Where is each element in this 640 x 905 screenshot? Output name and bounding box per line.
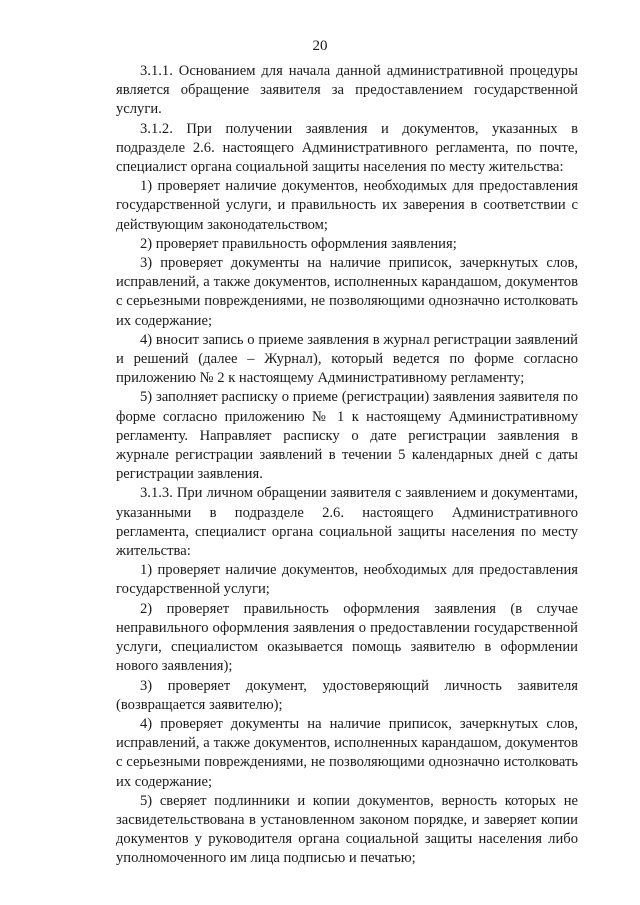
paragraph-3-1-2-item-5: 5) заполняет расписку о приеме (регистрации) заявления заявителя по форме согласно приложению № 1 к настоящему Административному регламенту. Направляет расписку о дате регистрации заявления в журнале регистрации заявлений в течении 5 календарных дней с даты регистрации заявления. — [116, 389, 578, 483]
paragraph-3-1-1: 3.1.1. Основанием для начала данной административной процедуры является обращение заявителя за предоставлением государственной услуги. — [116, 63, 578, 118]
paragraph-3-1-3-item-3: 3) проверяет документ, удостоверяющий личность заявителя (возвращается заявителю); — [116, 677, 578, 713]
paragraph-3-1-3-item-2: 2) проверяет правильность оформления заявления (в случае неправильного оформления заявления о предоставлении государственной услуги, специалистом оказывается помощь заявителю в оформлении нового заявления); — [116, 600, 578, 675]
paragraph-3-1-2: 3.1.2. При получении заявления и документов, указанных в подразделе 2.6. настоящего Административного регламента, по почте, специалист органа социальной защиты населения по месту жительства: — [116, 120, 578, 176]
paragraph-3-1-3-item-1: 1) проверяет наличие документов, необходимых для предоставления государственной услуги; — [116, 562, 578, 598]
paragraph-3-1-2-item-4: 4) вносит запись о приеме заявления в журнал регистрации заявлений и решений (далее – Журнал), который ведется по форме согласно приложению № 2 к настоящему Административному регламенту; — [116, 331, 578, 387]
paragraph-3-1-3: 3.1.3. При личном обращении заявителя с заявлением и документами, указанными в подразделе 2.6. настоящего Административного регламента, специалист органа социальной защиты населения по месту жительства: — [116, 485, 578, 560]
paragraph-3-1-2-item-2: 2) проверяет правильность оформления заявления; — [140, 235, 457, 252]
page-number: 20 — [312, 38, 328, 54]
document-body — [116, 62, 578, 869]
paragraph-3-1-3-item-5: 5) сверяет подлинники и копии документов, верность которых не засвидетельствована в установленном законом порядке, и заверяет копии документов у руководителя органа социальной защиты населения либо уполномоченного им лица подписью и печатью; — [116, 792, 578, 867]
paragraph-3-1-2-item-1: 1) проверяет наличие документов, необходимых для предоставления государственной услуги, и правильность их заверения в соответствии с действующим законодательством; — [116, 178, 578, 233]
paragraph-3-1-2-item-3: 3) проверяет документы на наличие приписок, зачеркнутых слов, исправлений, а также документов, исполненных карандашом, документов с серьезными повреждениями, не позволяющими однозначно истолковать их содержание; — [116, 255, 578, 329]
paragraph-3-1-3-item-4: 4) проверяет документы на наличие приписок, зачеркнутых слов, исправлений, а также документов, исполненных карандашом, документов с серьезными повреждениями, не позволяющими однозначно истолковать их содержание; — [116, 715, 578, 790]
